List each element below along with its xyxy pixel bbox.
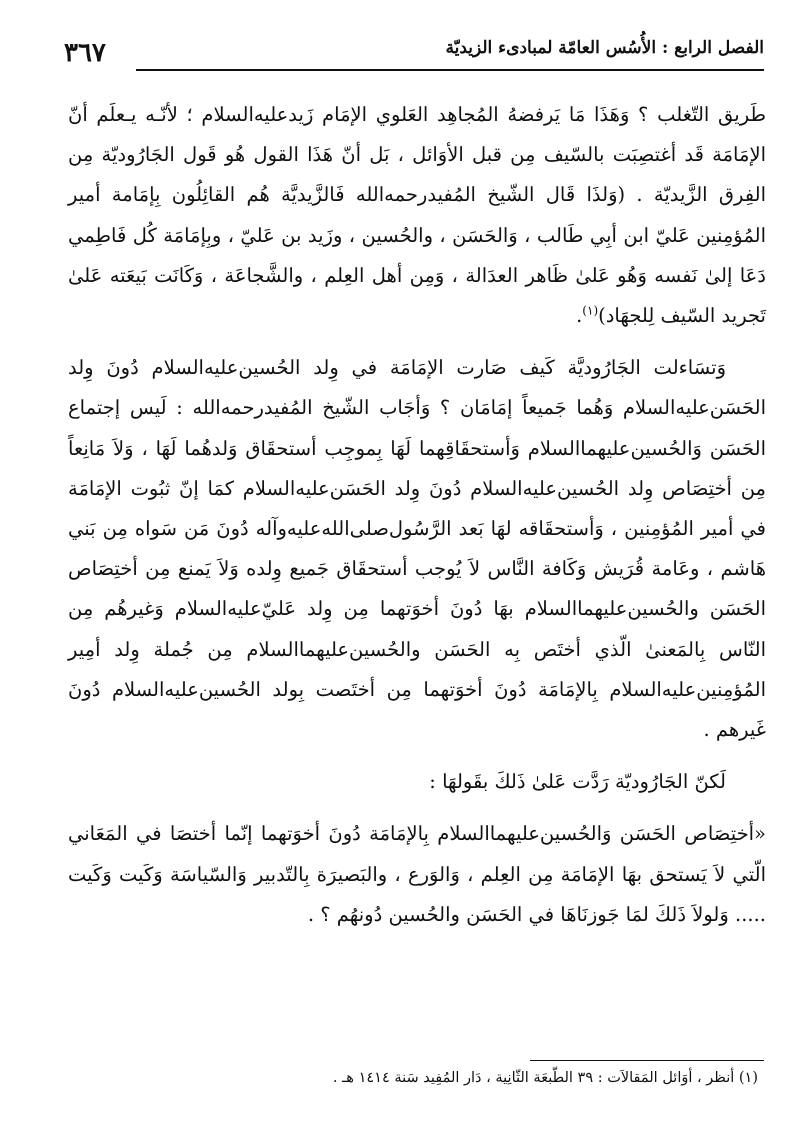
- paragraph-4-quote: «أختِصَاص الحَسَن وَالحُسين‌عليهما‌السلام بِالإمَامَة دُونَ أخوَتهما إنّما أختصَا في المَعَاني الّتي لاَ يَستحق بهَا الإمَامَة مِن العِلم ، وَالوَرع ، والبَصيرَة بِالتّدبير وَالسّياسَة وَكَيت وَكَيت ..... وَلولاَ ذَلكَ لمَا جَوزنَاهَا في الحَسَن والحُسين دُونهُم ؟ .: [68, 822, 766, 926]
- paragraph-3: لَكنّ الجَارُوديّة رَدَّت عَلىٰ ذَلكَ بقَولهَا :: [429, 770, 726, 794]
- body-text: [68, 95, 766, 935]
- footnote: (١) أنظر ، أوَائل المَقالاَت : ٣٩ الطّبعَة الثّانِية ، دَار المُفِيد سَنة ١٤١٤ هـ .: [332, 1070, 758, 1086]
- header-rule: [136, 69, 764, 71]
- running-header: [64, 38, 764, 78]
- paragraph-1-text: طَريق التّغلب ؟ وَهَذَا مَا يَرفضهُ المُجاهِد العَلوي الإمَام زَيد‌عليه‌السلام ؛ لأنّـه يـعلَم أنّ الإمَامَة قَد أغتصِبَت بالسّيف مِن قبل الأوَائل ، بَل أنّ هَذَا القول هُو قَول الجَارُوديّة مِن الفِرق الزَّيديّة . (وَلذَا قَال الشّيخ المُفيد‌رحمه‌الله فَالزَّيديَّة هُم القائِلُون بِإمَامة أمير المُؤمِنين عَليّ ابن أبِي طَالب ، وَالحَسَن ، والحُسين ، وزَيد بن عَليّ ، وبِإمَامَة كُل فَاطِمي دَعَا إلىٰ نَفسه وَهُو عَلىٰ ظَاهر العدَالة ، وَمِن أهل العِلم ، والشَّجاعَة ، وَكَانَت بَيعَته عَلىٰ تَجريد السّيف لِلجهَاد): [68, 103, 766, 328]
- footnote-reference: (١): [582, 303, 599, 318]
- paragraph-2: وَتسَاءلت الجَارُوديَّة كَيف صَارت الإمَامَة في وِلد الحُسين‌عليه‌السلام دُونَ وِلد الحَسَن‌عليه‌السلام وَهُما جَميعاً إمَامَان ؟ وَأجَاب الشّيخ المُفيد‌رحمه‌الله : لَيس إجتماع الحَسَن وَالحُسين‌عليهما‌السلام وَأستحقَاقِهما لَهَا بِموجِب أستحقَاق وَلدهُما لَهَا ، وَلاَ مَانِعاً مِن أختِصَاص وِلد الحُسين‌عليه‌السلام دُونَ وِلد الحَسَن‌عليه‌السلام كمَا إنّ ثبُوت الإمَامَة في أمير المُؤمِنين ، وَأستحقَاقه لهَا بَعد الرَّسُول‌صلى‌الله‌عليه‌وآله دُونَ مَن سَواه مِن بَني هَاشم ، وعَامة قُرَيش وَكَافة النَّاس لاَ يُوجب أستحقَاق جَميع وِلده وَلاَ يَمنع مِن أختِصَاص الحَسَن والحُسين‌عليهما‌السلام بهَا دُونَ أخوَتهما مِن وِلد عَليّ‌عليه‌السلام وَغيرهُم مِن النّاس بِالمَعنىٰ الّذي أختَص بِه الحَسَن والحُسين‌عليهما‌السلام مِن جُملة وِلد أمِير المُؤمِنين‌عليه‌السلام بِالإمَامَة دُونَ أخوَتهما مِن أختَصت بِولد الحُسين‌عليه‌السلام دُونَ غَيرهم .: [68, 356, 766, 742]
- page-number: ٣٦٧: [64, 38, 106, 68]
- paragraph-1-end: .: [576, 304, 583, 328]
- footnote-rule: [530, 1060, 764, 1061]
- paragraph-1: [68, 95, 766, 336]
- chapter-title: الفصل الرابع : الأُسُس العامّة لمبادىء الزيديّة: [445, 38, 764, 58]
